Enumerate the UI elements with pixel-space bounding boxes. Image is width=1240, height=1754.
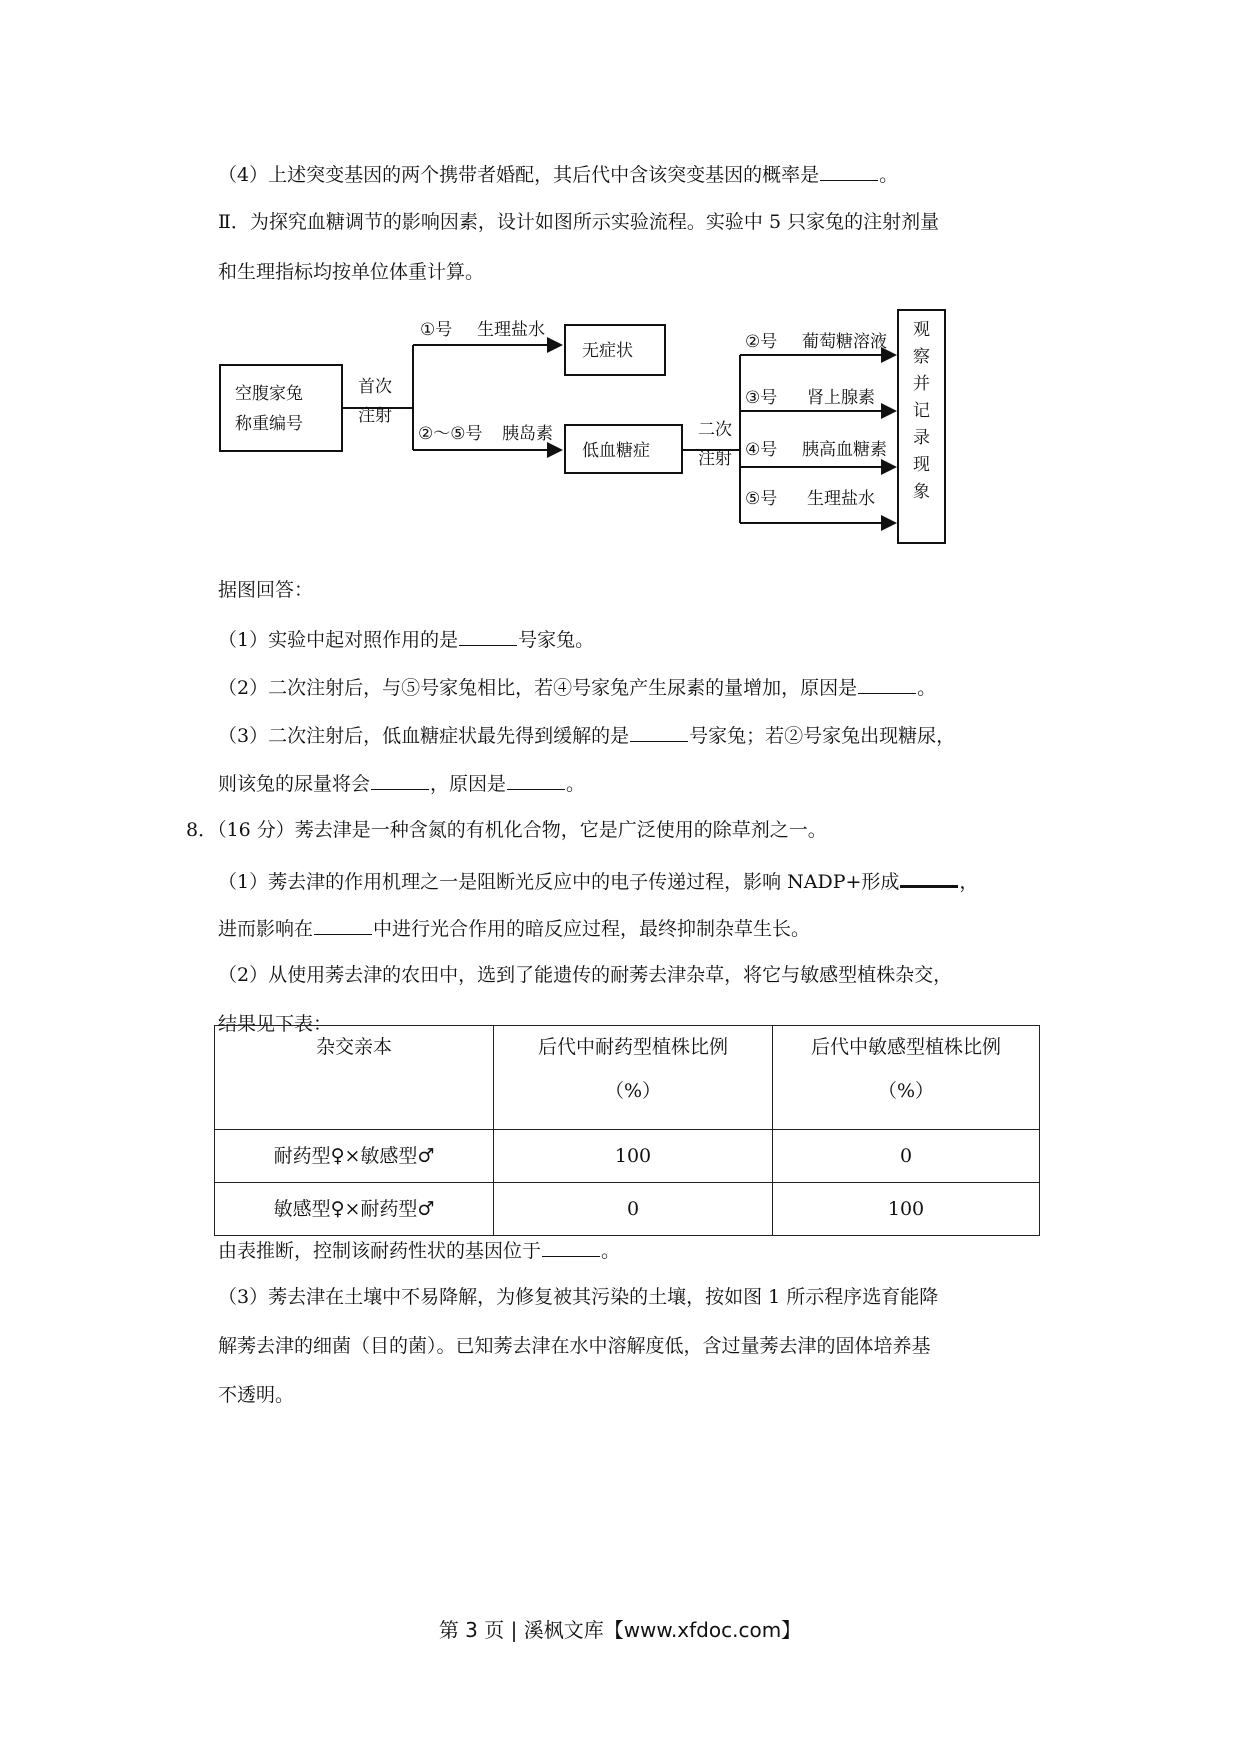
group-number: ⑤号 (745, 489, 778, 509)
cell-sensitive: 100 (773, 1183, 1040, 1236)
group-number: ③号 (745, 388, 778, 408)
sub-question-3-line2 (218, 769, 585, 797)
question-8-1-line1 (218, 865, 978, 895)
period: 。 (566, 773, 586, 795)
question-8-1-line2 (218, 914, 810, 942)
sub-question-2-text: （2）二次注射后，与⑤号家兔相比，若④号家兔产生尿素的量增加，原因是 (218, 677, 858, 699)
question-8-3-line3: 不透明。 (218, 1384, 295, 1406)
observe-char: 录 (913, 428, 930, 448)
group-agent: 生理盐水 (807, 489, 875, 509)
period: 。 (879, 164, 899, 186)
question-8-title: 8．（16 分）莠去津是一种含氮的有机化合物，它是广泛使用的除草剂之一。 (186, 819, 827, 841)
branch1-agent: 生理盐水 (477, 320, 545, 340)
answer-blank (542, 1236, 600, 1257)
table-row (215, 1130, 1040, 1183)
start-box-line1: 空腹家兔 (235, 384, 303, 404)
answer-blank (371, 769, 429, 790)
cross-result-table (214, 1025, 1040, 1236)
sub-question-3-line1 (218, 721, 955, 749)
sub-question-3-urine: 则该兔的尿量将会 (218, 773, 371, 795)
question-8-2-line2: 结果见下表： (218, 1013, 333, 1035)
table-conclusion-text: 由表推断，控制该耐药性状的基因位于 (218, 1240, 542, 1262)
answer-blank (858, 673, 916, 694)
cell-parent: 耐药型♀×敏感型♂ (215, 1130, 494, 1183)
branch2-agent: 胰岛素 (502, 424, 553, 444)
branch2-number: ②～⑤号 (418, 424, 483, 444)
answer-blank (507, 769, 565, 790)
group-agent: 胰高血糖素 (802, 440, 887, 460)
header-parents-text: 杂交亲本 (315, 1036, 392, 1058)
sub-question-3-reason: ，原因是 (430, 773, 507, 795)
observe-char: 观 (913, 320, 930, 340)
sub-question-1 (218, 625, 594, 653)
branch1-number: ①号 (420, 320, 453, 340)
question-8-1-text: （1）莠去津的作用机理之一是阻断光反应中的电子传递过程，影响 NADP+形成 (218, 871, 900, 893)
observe-char: 察 (913, 347, 930, 367)
answer-blank (820, 160, 878, 181)
group-number: ②号 (745, 332, 778, 352)
answer-blank (900, 865, 958, 888)
header-resistant-line1: 后代中耐药型植株比例 (537, 1036, 728, 1058)
second-injection-line1: 二次 (698, 420, 732, 440)
group-agent: 葡萄糖溶液 (802, 332, 887, 352)
sub-question-1-text: （1）实验中起对照作用的是 (218, 629, 459, 651)
second-injection-line2: 注射 (698, 449, 732, 469)
header-sensitive (773, 1026, 1040, 1130)
start-box (220, 365, 342, 451)
group-agent: 肾上腺素 (807, 388, 875, 408)
cell-resistant: 100 (494, 1130, 773, 1183)
branch1-result: 无症状 (582, 341, 633, 361)
branch2-result: 低血糖症 (582, 441, 650, 461)
question-8-1-suffix: 中进行光合作用的暗反应过程，最终抑制杂草生长。 (373, 918, 811, 940)
comma: ， (959, 871, 979, 893)
part-II-intro-line1: Ⅱ．为探究血糖调节的影响因素，设计如图所示实验流程。实验中 5 只家兔的注射剂量 (218, 211, 940, 233)
group-number: ④号 (745, 440, 778, 460)
sub-question-3-mid: 号家兔；若②号家兔出现糖尿， (689, 725, 956, 747)
first-injection-line1: 首次 (358, 377, 392, 397)
table-conclusion (218, 1236, 620, 1264)
experiment-flow-diagram (215, 305, 975, 545)
observe-char: 现 (913, 455, 930, 475)
cell-sensitive: 0 (773, 1130, 1040, 1183)
answer-blank (459, 625, 517, 646)
table-row (215, 1183, 1040, 1236)
question-4-text: （4）上述突变基因的两个携带者婚配，其后代中含该突变基因的概率是 (218, 164, 820, 186)
cell-resistant: 0 (494, 1183, 773, 1236)
sub-question-2 (218, 673, 936, 701)
question-8-2-line1: （2）从使用莠去津的农田中，选到了能遗传的耐莠去津杂草，将它与敏感型植株杂交， (218, 964, 953, 986)
answer-blank (314, 914, 372, 935)
start-box-line2: 称重编号 (235, 414, 303, 434)
question-4-line (218, 160, 898, 188)
header-resistant (494, 1026, 773, 1130)
question-8-1-prefix: 进而影响在 (218, 918, 314, 940)
observe-box (898, 310, 945, 543)
question-8-3-line1: （3）莠去津在土壤中不易降解，为修复被其污染的土壤，按如图 1 所示程序选育能降 (218, 1286, 939, 1308)
part-II-intro-line2: 和生理指标均按单位体重计算。 (218, 261, 485, 283)
page-footer: 第 3 页 | 溪枫文库【www.xfdoc.com】 (438, 1618, 802, 1642)
answer-blank (630, 721, 688, 742)
header-sensitive-line1: 后代中敏感型植株比例 (810, 1036, 1001, 1058)
first-injection-line2: 注射 (358, 406, 392, 426)
cell-parent: 敏感型♀×耐药型♂ (215, 1183, 494, 1236)
header-sensitive-line2: （%） (877, 1080, 935, 1102)
question-8-3-line2: 解莠去津的细菌（目的菌）。已知莠去津在水中溶解度低，含过量莠去津的固体培养基 (218, 1335, 931, 1357)
observe-char: 记 (913, 401, 930, 421)
header-resistant-line2: （%） (604, 1080, 662, 1102)
table-header-row (215, 1026, 1040, 1130)
period: 。 (917, 677, 937, 699)
sub-question-1-tail: 号家兔。 (518, 629, 595, 651)
answer-prompt: 据图回答： (218, 579, 314, 601)
period: 。 (601, 1240, 621, 1262)
sub-question-3-text: （3）二次注射后，低血糖症状最先得到缓解的是 (218, 725, 630, 747)
observe-char: 并 (913, 374, 930, 394)
header-parents (215, 1026, 494, 1130)
observe-char: 象 (913, 482, 930, 502)
